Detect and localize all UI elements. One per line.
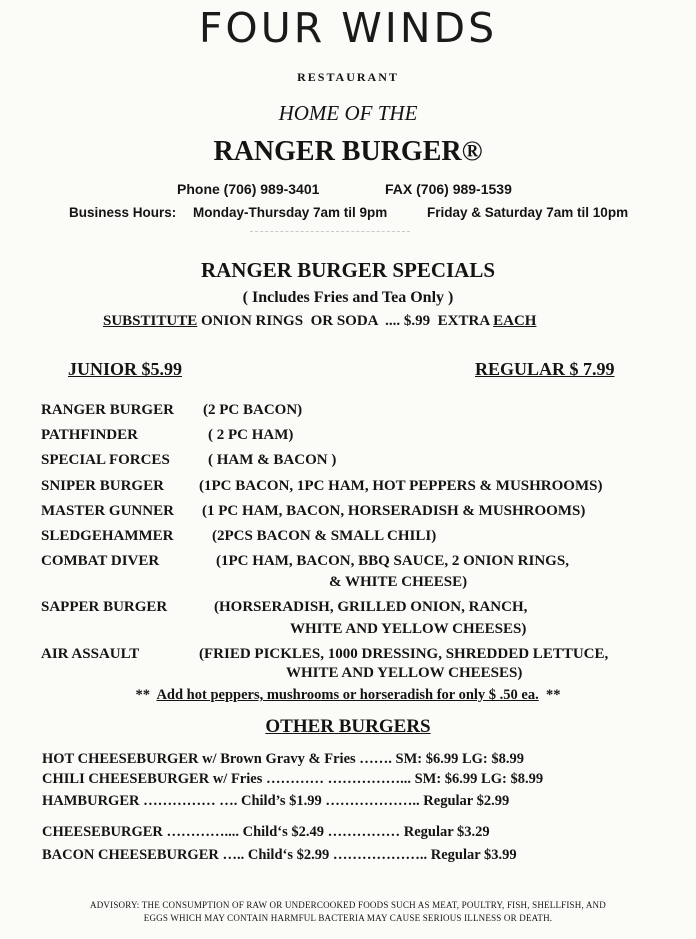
item-name: SPECIAL FORCES: [41, 452, 170, 468]
special-item: [41, 427, 294, 444]
item-desc-cont: & WHITE CHEESE): [329, 574, 468, 590]
hours-label: Business Hours:: [69, 205, 177, 220]
item-name: AIR ASSAULT: [41, 646, 140, 662]
regular-price: REGULAR $ 7.99: [475, 359, 615, 379]
special-item: [41, 553, 569, 593]
item-desc: (1 PC HAM, BACON, HORSERADISH & MUSHROOMS): [202, 503, 586, 519]
burger-row: CHEESEBURGER ………….... Child‘s $2.49 …………… Regular $3.29: [42, 824, 490, 840]
addon-suffix: **: [538, 687, 561, 703]
special-item: [41, 503, 586, 520]
item-name: SAPPER BURGER: [41, 599, 168, 615]
burger-row: HOT CHEESEBURGER w/ Brown Gravy & Fries ……. SM: $6.99 LG: $8.99: [42, 751, 525, 767]
item-desc: ( 2 PC HAM): [208, 427, 294, 443]
restaurant-title: FOUR WINDS: [198, 4, 498, 52]
hours-weekday: Monday-Thursday 7am til 9pm: [193, 205, 388, 220]
scan-smudge: [250, 231, 410, 233]
junior-price: JUNIOR $5.99: [68, 359, 183, 379]
substitute-rest: ONION RINGS OR SODA .... $.99 EXTRA: [197, 313, 494, 329]
special-item: [41, 528, 437, 545]
phone-number: Phone (706) 989-3401: [177, 181, 320, 197]
other-burgers-title: OTHER BURGERS: [265, 716, 431, 737]
hours-weekend: Friday & Saturday 7am til 10pm: [427, 205, 629, 220]
restaurant-subtitle: RESTAURANT: [297, 70, 399, 84]
burger-row: BACON CHEESEBURGER ….. Child‘s $2.99 ……………….. Regular $3.99: [42, 847, 517, 863]
home-of-heading: HOME OF THE: [278, 101, 418, 125]
specials-title: RANGER BURGER SPECIALS: [200, 258, 496, 282]
specials-includes: [0, 289, 696, 307]
item-name: SNIPER BURGER: [41, 478, 164, 494]
addon-text: Add hot peppers, mushrooms or horseradish for only $ .50 ea.: [156, 687, 539, 703]
addon-prefix: **: [135, 687, 157, 703]
addon-note: [0, 687, 696, 704]
item-name: MASTER GUNNER: [41, 503, 174, 519]
includes-text: ( Includes Fries and Tea Only ): [242, 289, 454, 306]
special-item: [41, 646, 609, 686]
substitute-line: [103, 313, 536, 330]
burger-row: HAMBURGER …………… …. Child’s $1.99 ……………….. Regular $2.99: [42, 793, 510, 809]
special-item: [41, 599, 528, 639]
special-item: [41, 478, 603, 495]
item-desc-cont: WHITE AND YELLOW CHEESES): [290, 621, 527, 637]
item-name: RANGER BURGER: [41, 402, 174, 418]
item-name: PATHFINDER: [41, 427, 138, 443]
featured-burger-heading: RANGER BURGER®: [213, 136, 483, 167]
item-name: COMBAT DIVER: [41, 553, 160, 569]
item-desc: (2 PC BACON): [203, 402, 303, 418]
item-desc: (1PC BACON, 1PC HAM, HOT PEPPERS & MUSHROOMS): [199, 478, 603, 494]
burger-row: CHILI CHEESEBURGER w/ Fries ………… ……………... SM: $6.99 LG: $8.99: [42, 771, 544, 787]
item-desc: (1PC HAM, BACON, BBQ SAUCE, 2 ONION RINGS,: [216, 553, 569, 569]
item-name: SLEDGEHAMMER: [41, 528, 174, 544]
fax-number: FAX (706) 989-1539: [385, 181, 512, 197]
advisory-line-2: EGGS WHICH MAY CONTAIN HARMFUL BACTERIA MAY CAUSE SERIOUS ILLNESS OR DEATH.: [143, 913, 553, 923]
food-advisory: [0, 899, 696, 925]
item-desc: ( HAM & BACON ): [208, 452, 337, 468]
substitute-each: EACH: [493, 313, 537, 329]
advisory-line-1: ADVISORY: THE CONSUMPTION OF RAW OR UNDERCOOKED FOODS SUCH AS MEAT, POULTRY, FISH, SHELLFISH, AND: [90, 900, 606, 910]
item-desc-cont: WHITE AND YELLOW CHEESES): [286, 665, 523, 681]
item-desc: (HORSERADISH, GRILLED ONION, RANCH,: [214, 599, 528, 615]
substitute-word: SUBSTITUTE: [103, 313, 198, 329]
item-desc: (FRIED PICKLES, 1000 DRESSING, SHREDDED LETTUCE,: [199, 646, 609, 662]
special-item: [41, 452, 337, 469]
special-item: [41, 402, 303, 419]
item-desc: (2PCS BACON & SMALL CHILI): [212, 528, 437, 544]
